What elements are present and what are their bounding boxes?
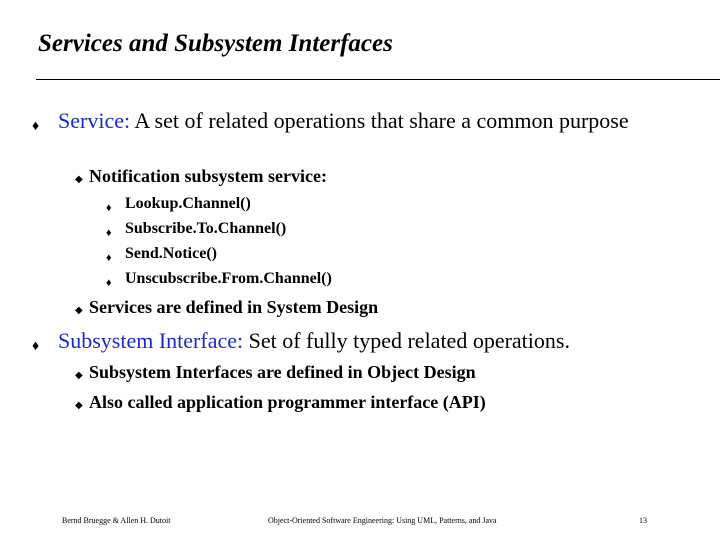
small-diamond-bullet-icon: ◆ xyxy=(75,400,83,411)
footer-page-number: 13 xyxy=(639,516,647,525)
diamond-bullet-icon: ♦ xyxy=(106,202,112,214)
footer-authors: Bernd Bruegge & Allen H. Dutoit xyxy=(62,516,171,525)
subsystem-interface-subitem xyxy=(75,361,476,383)
operation-label: Subscribe.To.Channel() xyxy=(125,220,287,237)
slide-title: Services and Subsystem Interfaces xyxy=(38,30,393,57)
service-definition: A set of related operations that share a common purpose xyxy=(130,108,629,133)
service-term: Service: xyxy=(58,108,131,133)
small-diamond-bullet-icon: ◆ xyxy=(75,370,83,381)
subsystem-interface-definition: Set of fully typed related operations. xyxy=(243,328,570,353)
notification-service-item xyxy=(75,165,327,187)
subsystem-interface-subitem xyxy=(75,391,486,413)
footer-book-title: Object-Oriented Software Engineering: Using UML, Patterns, and Java xyxy=(268,516,497,525)
services-defined-label: Services are defined in System Design xyxy=(89,297,379,317)
operation-label: Send.Notice() xyxy=(125,245,217,262)
small-diamond-bullet-icon: ◆ xyxy=(75,174,83,185)
title-divider xyxy=(36,79,720,80)
small-diamond-bullet-icon: ◆ xyxy=(75,305,83,316)
diamond-bullet-icon: ♦ xyxy=(32,119,40,134)
service-bullet xyxy=(32,107,658,134)
subsystem-interface-subitem-label: Subsystem Interfaces are defined in Object Design xyxy=(89,362,476,382)
notification-service-label: Notification subsystem service: xyxy=(89,166,327,186)
operation-item xyxy=(106,244,217,264)
diamond-bullet-icon: ♦ xyxy=(106,252,112,264)
operation-label: Lookup.Channel() xyxy=(125,195,251,212)
subsystem-interface-term: Subsystem Interface: xyxy=(58,328,244,353)
diamond-bullet-icon: ♦ xyxy=(106,227,112,239)
diamond-bullet-icon: ♦ xyxy=(32,339,40,354)
operation-label: Unscubscribe.From.Channel() xyxy=(125,270,332,287)
subsystem-interface-subitem-label: Also called application programmer interface (API) xyxy=(89,392,486,412)
operation-item xyxy=(106,194,251,214)
operation-item xyxy=(106,219,287,239)
services-defined-item xyxy=(75,296,379,318)
diamond-bullet-icon: ♦ xyxy=(106,277,112,289)
subsystem-interface-bullet xyxy=(32,327,658,354)
operation-item xyxy=(106,269,332,289)
